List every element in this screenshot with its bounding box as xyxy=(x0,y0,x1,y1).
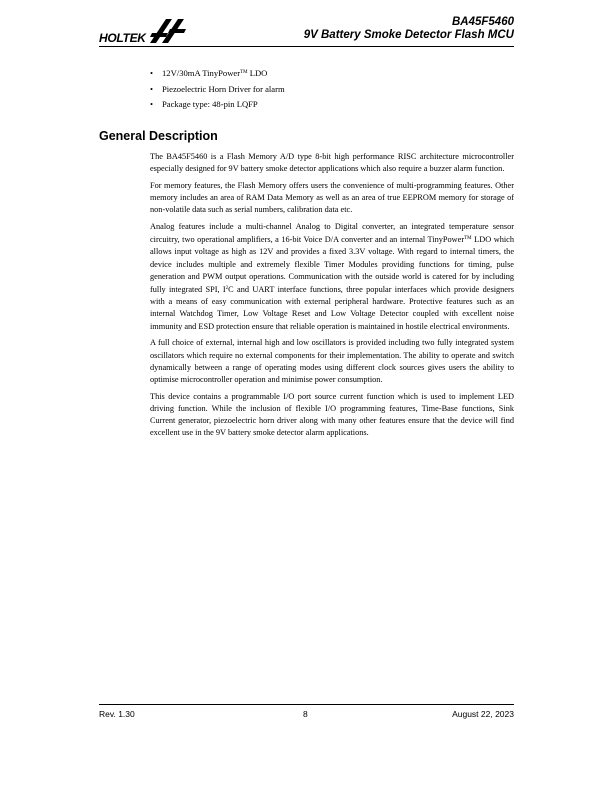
paragraph-oscillators: A full choice of external, internal high and low oscillators is provided including two fully integrated system oscillators which require no external components for their implementation. The ability to operate and switch dynamically between a range of operating modes using different clock sources gives users the ability to optimise microcontroller operation and minimise power consumption. xyxy=(150,338,514,384)
general-description-body xyxy=(150,151,514,444)
trademark-mark: TM xyxy=(464,236,472,242)
page-number: 8 xyxy=(303,709,308,719)
feature-text: 12V/30mA TinyPower xyxy=(162,68,241,78)
document-title: 9V Battery Smoke Detector Flash MCU xyxy=(303,29,514,41)
list-item xyxy=(150,99,514,110)
page-header xyxy=(99,12,514,46)
date-label: August 22, 2023 xyxy=(452,709,514,719)
logo-wordmark: HOLTEK xyxy=(99,31,146,45)
paragraph-intro: The BA45F5460 is a Flash Memory A/D type 8-bit high performance RISC architecture microcontroller especially designed for 9V battery smoke detector applications which also require a buzzer alarm function. xyxy=(150,152,514,174)
paragraph-analog-part3: C and UART interface functions, three popular interfaces which provide designers with a means of easy communication with external peripheral hardware. Protective features such as an internal Watchdog Timer, Low Voltage Reset and Low Voltage Detector coupled with excellent noise immunity and ESD protection ensure that reliable operation is maintained in hostile electrical environments. xyxy=(150,285,514,331)
paragraph-analog-part1: Analog features include a multi-channel Analog to Digital converter, an integrated temperature sensor circuitry, two operational amplifiers, a 16-bit Voice D/A converter and an internal TinyPower xyxy=(150,222,514,245)
paragraph-io: This device contains a programmable I/O port source current function which is used to implement LED driving function. While the inclusion of flexible I/O programming features, Time-Base functions, Sink Current generator, piezoelectric horn driver along with many other features ensure that the device will find excellent use in the 9V battery smoke detector alarm applications. xyxy=(150,391,514,438)
list-item xyxy=(150,84,514,95)
feature-list xyxy=(150,68,514,115)
document-id: BA45F5460 xyxy=(451,16,514,28)
feature-text: Package type: 48-pin LQFP xyxy=(162,99,258,109)
holtek-logo xyxy=(99,15,189,45)
paragraph-analog-part2: LDO which allows input voltage as high as 12V and provides a fixed 3.3V voltage. With regard to internal timers, the device includes multiple and extremely flexible Timer Modules providing functions for timing, pulse generation and PWM output operations. Communication with the outside world is catered for by including fully integrated SPI, I xyxy=(150,235,514,295)
list-item xyxy=(150,68,514,79)
revision-label: Rev. 1.30 xyxy=(99,709,135,719)
trademark-mark: TM xyxy=(240,70,248,75)
holtek-logo-mark-icon xyxy=(148,15,188,45)
bullet-icon: • xyxy=(150,83,154,94)
footer-divider xyxy=(99,704,514,705)
feature-text: Piezoelectric Horn Driver for alarm xyxy=(162,83,285,94)
paragraph-memory: For memory features, the Flash Memory offers users the convenience of multi-programming features. Other memory includes an area of RAM Data Memory as well as an area of true EEPROM memory for storage of non-volatile data such as serial numbers, calibration data etc. xyxy=(150,180,514,215)
superscript-two: 2 xyxy=(225,286,229,292)
paragraph-analog xyxy=(150,221,514,333)
feature-text-suffix: LDO xyxy=(247,68,268,78)
bullet-icon: • xyxy=(150,99,154,109)
section-heading: General Description xyxy=(99,129,218,143)
header-divider xyxy=(99,46,514,47)
bullet-icon: • xyxy=(150,68,154,78)
